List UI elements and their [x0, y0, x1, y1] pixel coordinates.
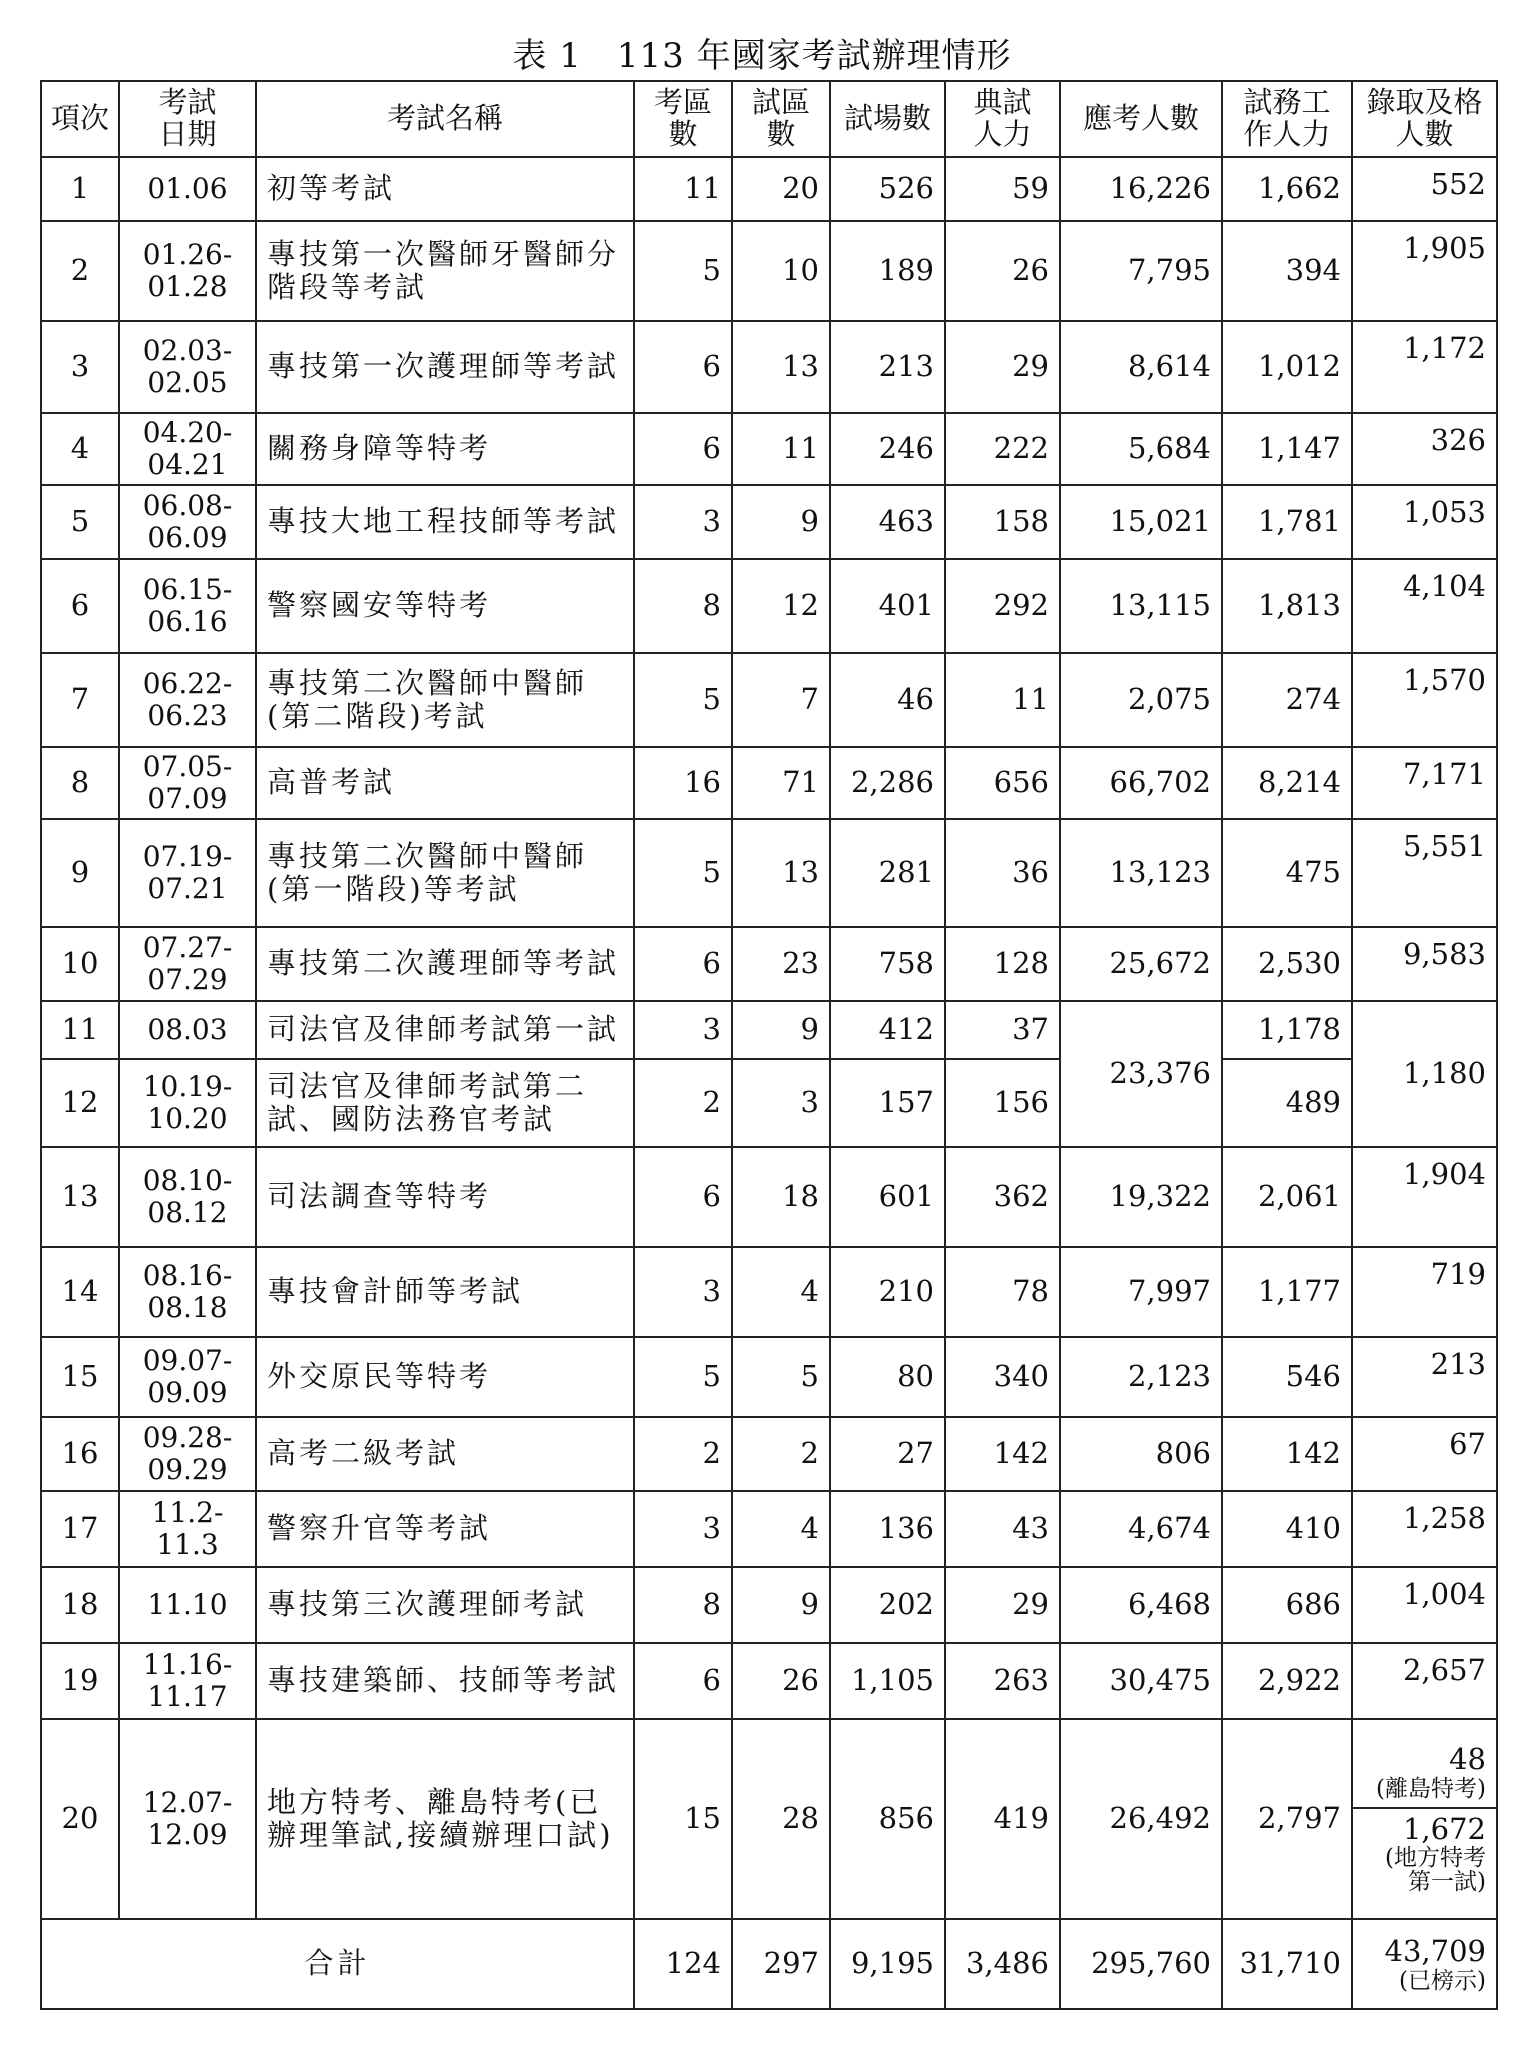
staff-count: 1,178 [1222, 1001, 1352, 1059]
area-count: 4 [732, 1247, 830, 1337]
row-number: 15 [41, 1337, 119, 1417]
passed-count-outlying: 48 [1449, 1742, 1486, 1777]
examiner-count: 29 [945, 1567, 1060, 1643]
total-passed-note: (已榜示) [1399, 1967, 1486, 1994]
exam-date: 10.19- 10.20 [119, 1059, 256, 1147]
passed-count: 1,905 [1352, 221, 1497, 321]
examiner-count: 340 [945, 1337, 1060, 1417]
passed-count [1352, 1719, 1497, 1919]
examiner-count: 59 [945, 157, 1060, 221]
exam-date: 08.03 [119, 1001, 256, 1059]
area-count: 3 [732, 1059, 830, 1147]
examiner-count: 78 [945, 1247, 1060, 1337]
table-row [41, 1719, 1497, 1919]
exam-name: 專技第二次醫師中醫師(第一階段)等考試 [256, 819, 634, 927]
examiner-count: 158 [945, 485, 1060, 559]
column-header: 錄取及格 人數 [1352, 81, 1497, 157]
exam-date: 06.08- 06.09 [119, 485, 256, 559]
exam-name: 外交原民等特考 [256, 1337, 634, 1417]
column-header: 應考人數 [1060, 81, 1222, 157]
district-count: 6 [634, 1147, 732, 1247]
exam-name: 司法官及律師考試第一試 [256, 1001, 634, 1059]
examiner-count: 29 [945, 321, 1060, 413]
area-count: 20 [732, 157, 830, 221]
area-count: 28 [732, 1719, 830, 1919]
passed-count: 1,004 [1352, 1567, 1497, 1643]
applicant-count: 15,021 [1060, 485, 1222, 559]
applicant-count: 13,123 [1060, 819, 1222, 927]
exam-date: 01.26- 01.28 [119, 221, 256, 321]
examiner-count: 419 [945, 1719, 1060, 1919]
total-row [41, 1919, 1497, 2009]
exam-date: 09.07- 09.09 [119, 1337, 256, 1417]
table-title: 表 1 113 年國家考試辦理情形 [512, 36, 1012, 76]
table-row [41, 559, 1497, 653]
examiner-count: 222 [945, 413, 1060, 485]
passed-count: 9,583 [1352, 927, 1497, 1001]
passed-count: 719 [1352, 1247, 1497, 1337]
staff-count: 31,710 [1222, 1919, 1352, 2009]
passed-count: 1,904 [1352, 1147, 1497, 1247]
district-count: 5 [634, 221, 732, 321]
row-number: 16 [41, 1417, 119, 1491]
area-count: 18 [732, 1147, 830, 1247]
row-number: 3 [41, 321, 119, 413]
examiner-count: 156 [945, 1059, 1060, 1147]
passed-note-local: (地方特考第一試) [1385, 1845, 1486, 1896]
examiner-count: 292 [945, 559, 1060, 653]
district-count: 2 [634, 1417, 732, 1491]
exam-name: 專技第三次護理師考試 [256, 1567, 634, 1643]
table-row [41, 1059, 1497, 1147]
table-row [41, 819, 1497, 927]
exam-date: 07.05- 07.09 [119, 747, 256, 819]
column-header: 試區 數 [732, 81, 830, 157]
room-count: 210 [830, 1247, 945, 1337]
district-count: 6 [634, 1643, 732, 1719]
exam-name: 司法官及律師考試第二試、國防法務官考試 [256, 1059, 634, 1147]
row-number: 2 [41, 221, 119, 321]
exam-name: 高考二級考試 [256, 1417, 634, 1491]
applicant-count: 8,614 [1060, 321, 1222, 413]
staff-count: 2,797 [1222, 1719, 1352, 1919]
applicant-count: 4,674 [1060, 1491, 1222, 1567]
exam-name: 專技大地工程技師等考試 [256, 485, 634, 559]
area-count: 297 [732, 1919, 830, 2009]
district-count: 3 [634, 1491, 732, 1567]
passed-count: 1,258 [1352, 1491, 1497, 1567]
exam-name: 專技建築師、技師等考試 [256, 1643, 634, 1719]
staff-count: 2,922 [1222, 1643, 1352, 1719]
district-count: 6 [634, 321, 732, 413]
table-row [41, 1247, 1497, 1337]
exam-name: 警察升官等考試 [256, 1491, 634, 1567]
column-header: 試場數 [830, 81, 945, 157]
exam-date: 08.16- 08.18 [119, 1247, 256, 1337]
room-count: 758 [830, 927, 945, 1001]
examiner-count: 37 [945, 1001, 1060, 1059]
table-row [41, 927, 1497, 1001]
district-count: 6 [634, 927, 732, 1001]
room-count: 1,105 [830, 1643, 945, 1719]
column-header: 典試 人力 [945, 81, 1060, 157]
staff-count: 2,530 [1222, 927, 1352, 1001]
area-count: 10 [732, 221, 830, 321]
applicant-count: 5,684 [1060, 413, 1222, 485]
applicant-count: 295,760 [1060, 1919, 1222, 2009]
applicant-count: 7,795 [1060, 221, 1222, 321]
room-count: 412 [830, 1001, 945, 1059]
table-row [41, 653, 1497, 747]
room-count: 136 [830, 1491, 945, 1567]
district-count: 3 [634, 1247, 732, 1337]
district-count: 124 [634, 1919, 732, 2009]
exam-name: 關務身障等特考 [256, 413, 634, 485]
applicant-count: 23,376 [1060, 1001, 1222, 1147]
area-count: 13 [732, 819, 830, 927]
staff-count: 1,147 [1222, 413, 1352, 485]
row-number: 9 [41, 819, 119, 927]
area-count: 23 [732, 927, 830, 1001]
table-row [41, 221, 1497, 321]
room-count: 526 [830, 157, 945, 221]
exam-name: 專技第一次護理師等考試 [256, 321, 634, 413]
room-count: 46 [830, 653, 945, 747]
staff-count: 394 [1222, 221, 1352, 321]
staff-count: 142 [1222, 1417, 1352, 1491]
staff-count: 410 [1222, 1491, 1352, 1567]
room-count: 856 [830, 1719, 945, 1919]
staff-count: 546 [1222, 1337, 1352, 1417]
exam-date: 11.16- 11.17 [119, 1643, 256, 1719]
row-number: 6 [41, 559, 119, 653]
table-row [41, 747, 1497, 819]
applicant-count: 13,115 [1060, 559, 1222, 653]
staff-count: 1,662 [1222, 157, 1352, 221]
exam-name: 警察國安等特考 [256, 559, 634, 653]
district-count: 5 [634, 1337, 732, 1417]
applicant-count: 19,322 [1060, 1147, 1222, 1247]
area-count: 9 [732, 1001, 830, 1059]
room-count: 401 [830, 559, 945, 653]
row-number: 10 [41, 927, 119, 1001]
row-number: 5 [41, 485, 119, 559]
passed-note-outlying: (離島特考) [1376, 1775, 1486, 1802]
passed-count: 4,104 [1352, 559, 1497, 653]
examiner-count: 26 [945, 221, 1060, 321]
passed-count: 67 [1352, 1417, 1497, 1491]
exam-date: 11.10 [119, 1567, 256, 1643]
passed-count [1352, 1919, 1497, 2009]
room-count: 189 [830, 221, 945, 321]
passed-count: 552 [1352, 157, 1497, 221]
table-row [41, 1337, 1497, 1417]
area-count: 26 [732, 1643, 830, 1719]
examiner-count: 43 [945, 1491, 1060, 1567]
room-count: 80 [830, 1337, 945, 1417]
applicant-count: 66,702 [1060, 747, 1222, 819]
total-label: 合計 [41, 1919, 634, 2009]
exam-date: 01.06 [119, 157, 256, 221]
cell-divider [1353, 1807, 1496, 1809]
exam-date: 07.27- 07.29 [119, 927, 256, 1001]
table-row [41, 1147, 1497, 1247]
exam-name: 司法調查等特考 [256, 1147, 634, 1247]
passed-count: 2,657 [1352, 1643, 1497, 1719]
passed-count: 326 [1352, 413, 1497, 485]
row-number: 8 [41, 747, 119, 819]
area-count: 4 [732, 1491, 830, 1567]
staff-count: 274 [1222, 653, 1352, 747]
area-count: 12 [732, 559, 830, 653]
row-number: 19 [41, 1643, 119, 1719]
district-count: 5 [634, 653, 732, 747]
table-row [41, 485, 1497, 559]
room-count: 281 [830, 819, 945, 927]
room-count: 213 [830, 321, 945, 413]
table-row [41, 321, 1497, 413]
applicant-count: 7,997 [1060, 1247, 1222, 1337]
passed-count-local: 1,672 [1402, 1811, 1486, 1846]
staff-count: 1,781 [1222, 485, 1352, 559]
passed-count: 1,570 [1352, 653, 1497, 747]
examiner-count: 656 [945, 747, 1060, 819]
staff-count: 686 [1222, 1567, 1352, 1643]
applicant-count: 25,672 [1060, 927, 1222, 1001]
exam-name: 專技會計師等考試 [256, 1247, 634, 1337]
column-header: 試務工 作人力 [1222, 81, 1352, 157]
applicant-count: 16,226 [1060, 157, 1222, 221]
row-number: 20 [41, 1719, 119, 1919]
area-count: 9 [732, 485, 830, 559]
room-count: 27 [830, 1417, 945, 1491]
staff-count: 475 [1222, 819, 1352, 927]
district-count: 16 [634, 747, 732, 819]
staff-count: 489 [1222, 1059, 1352, 1147]
applicant-count: 30,475 [1060, 1643, 1222, 1719]
staff-count: 1,012 [1222, 321, 1352, 413]
staff-count: 8,214 [1222, 747, 1352, 819]
row-number: 14 [41, 1247, 119, 1337]
exam-date: 11.2- 11.3 [119, 1491, 256, 1567]
staff-count: 1,177 [1222, 1247, 1352, 1337]
exam-date: 12.07- 12.09 [119, 1719, 256, 1919]
row-number: 1 [41, 157, 119, 221]
table-row [41, 1417, 1497, 1491]
staff-count: 1,813 [1222, 559, 1352, 653]
column-header: 考區 數 [634, 81, 732, 157]
exam-name: 專技第一次醫師牙醫師分階段等考試 [256, 221, 634, 321]
total-passed-count: 43,709 [1384, 1934, 1486, 1969]
applicant-count: 806 [1060, 1417, 1222, 1491]
passed-count: 7,171 [1352, 747, 1497, 819]
exam-name: 高普考試 [256, 747, 634, 819]
exam-name: 地方特考、離島特考(已辦理筆試,接續辦理口試) [256, 1719, 634, 1919]
staff-count: 2,061 [1222, 1147, 1352, 1247]
examiner-count: 3,486 [945, 1919, 1060, 2009]
row-number: 7 [41, 653, 119, 747]
district-count: 11 [634, 157, 732, 221]
room-count: 463 [830, 485, 945, 559]
area-count: 11 [732, 413, 830, 485]
header-row [41, 81, 1497, 157]
area-count: 9 [732, 1567, 830, 1643]
area-count: 2 [732, 1417, 830, 1491]
district-count: 6 [634, 413, 732, 485]
area-count: 5 [732, 1337, 830, 1417]
table-row [41, 1643, 1497, 1719]
passed-count: 1,053 [1352, 485, 1497, 559]
room-count: 157 [830, 1059, 945, 1147]
passed-count: 213 [1352, 1337, 1497, 1417]
district-count: 3 [634, 1001, 732, 1059]
table-row [41, 1491, 1497, 1567]
area-count: 71 [732, 747, 830, 819]
exam-date: 06.15- 06.16 [119, 559, 256, 653]
examiner-count: 263 [945, 1643, 1060, 1719]
examiner-count: 36 [945, 819, 1060, 927]
district-count: 3 [634, 485, 732, 559]
exam-date: 08.10- 08.12 [119, 1147, 256, 1247]
examiner-count: 362 [945, 1147, 1060, 1247]
row-number: 4 [41, 413, 119, 485]
table-row [41, 1001, 1497, 1059]
column-header: 考試 日期 [119, 81, 256, 157]
applicant-count: 6,468 [1060, 1567, 1222, 1643]
examiner-count: 128 [945, 927, 1060, 1001]
room-count: 9,195 [830, 1919, 945, 2009]
passed-count: 1,172 [1352, 321, 1497, 413]
exam-date: 02.03- 02.05 [119, 321, 256, 413]
examiner-count: 11 [945, 653, 1060, 747]
row-number: 11 [41, 1001, 119, 1059]
row-number: 18 [41, 1567, 119, 1643]
examiner-count: 142 [945, 1417, 1060, 1491]
table-row [41, 1567, 1497, 1643]
exam-date: 07.19- 07.21 [119, 819, 256, 927]
exam-date: 09.28- 09.29 [119, 1417, 256, 1491]
room-count: 2,286 [830, 747, 945, 819]
exam-name: 專技第二次護理師等考試 [256, 927, 634, 1001]
column-header: 項次 [41, 81, 119, 157]
exam-date: 06.22- 06.23 [119, 653, 256, 747]
area-count: 7 [732, 653, 830, 747]
district-count: 5 [634, 819, 732, 927]
exam-name: 初等考試 [256, 157, 634, 221]
exam-table [40, 80, 1498, 2010]
district-count: 15 [634, 1719, 732, 1919]
table-row [41, 157, 1497, 221]
area-count: 13 [732, 321, 830, 413]
room-count: 246 [830, 413, 945, 485]
district-count: 8 [634, 559, 732, 653]
district-count: 8 [634, 1567, 732, 1643]
table-row [41, 413, 1497, 485]
exam-date: 04.20- 04.21 [119, 413, 256, 485]
applicant-count: 2,075 [1060, 653, 1222, 747]
room-count: 202 [830, 1567, 945, 1643]
row-number: 13 [41, 1147, 119, 1247]
applicant-count: 2,123 [1060, 1337, 1222, 1417]
passed-count: 1,180 [1352, 1001, 1497, 1147]
applicant-count: 26,492 [1060, 1719, 1222, 1919]
row-number: 17 [41, 1491, 119, 1567]
district-count: 2 [634, 1059, 732, 1147]
column-header: 考試名稱 [256, 81, 634, 157]
row-number: 12 [41, 1059, 119, 1147]
exam-name: 專技第二次醫師中醫師(第二階段)考試 [256, 653, 634, 747]
room-count: 601 [830, 1147, 945, 1247]
passed-count: 5,551 [1352, 819, 1497, 927]
